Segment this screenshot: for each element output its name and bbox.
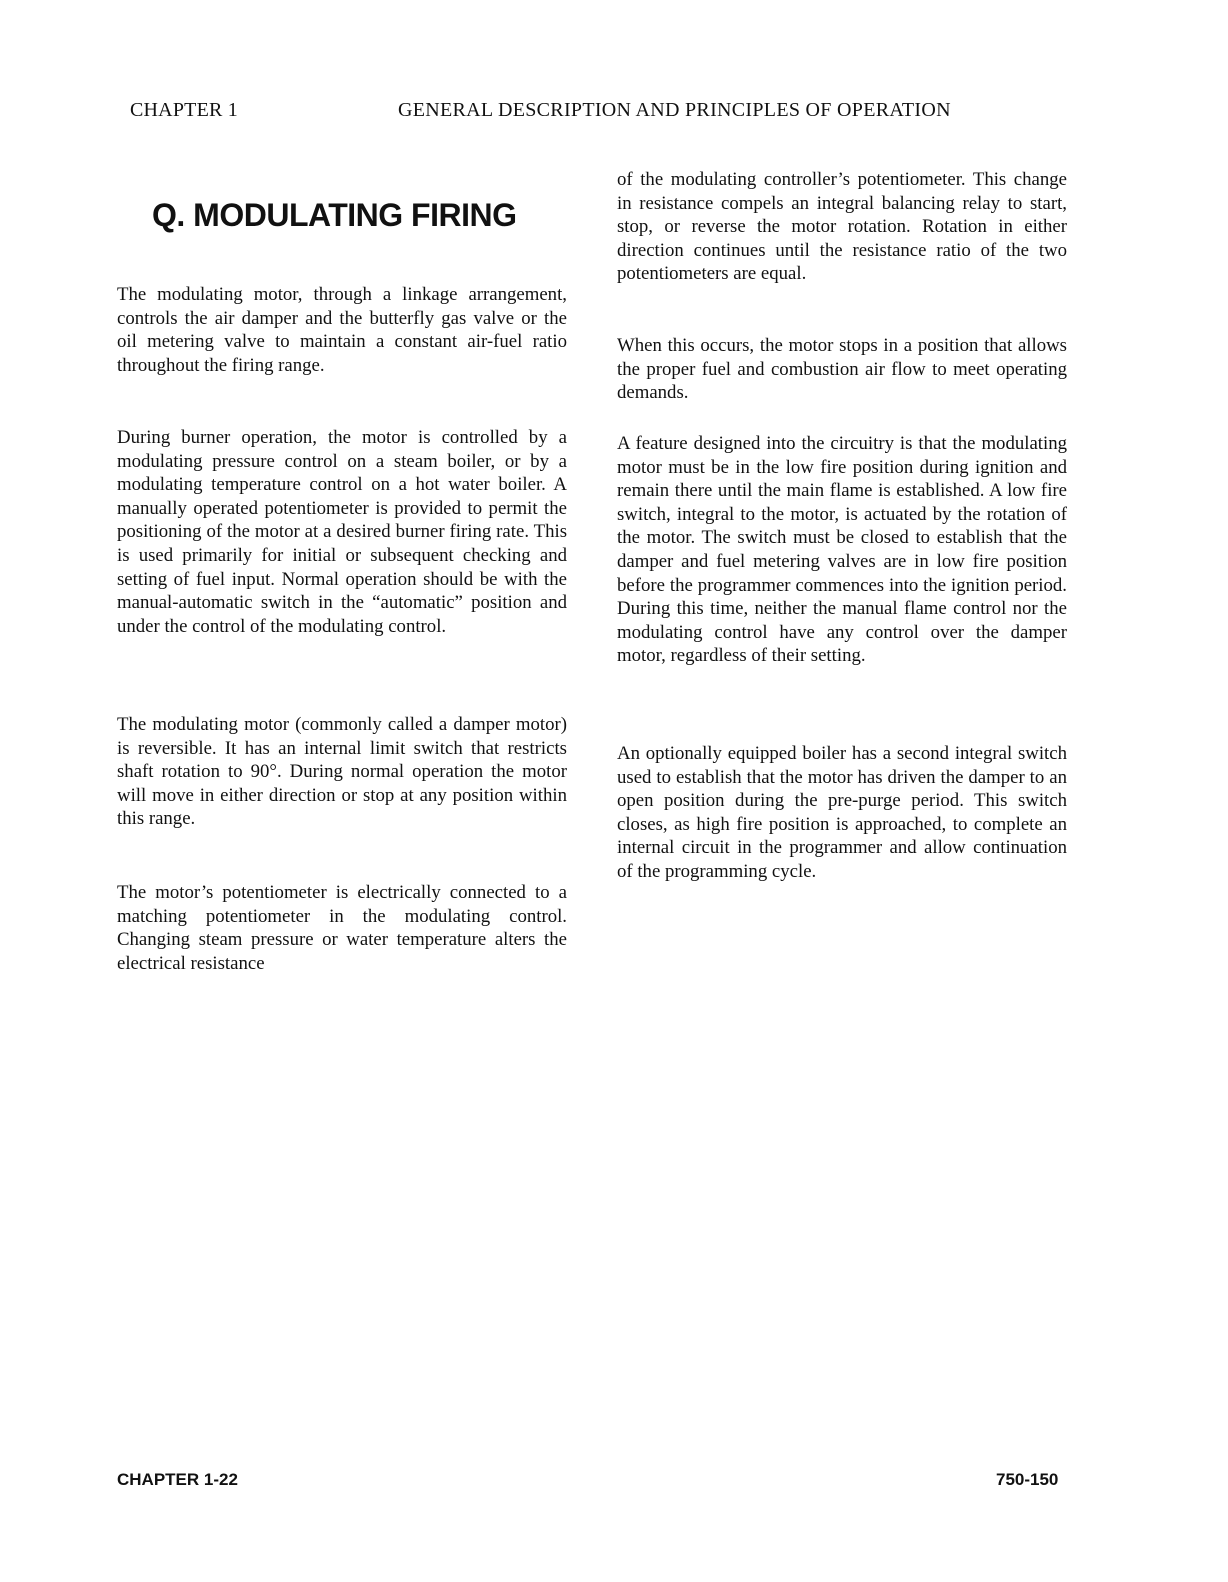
left-paragraph-4: The motor’s potentiometer is electrically connected to a matching potentiometer in the modulating control. Changing steam pressure or water temperature alters the electrical resistance (117, 882, 567, 974)
right-paragraph-1: of the modulating controller’s potentiometer. This change in resistance compels an integral balancing relay to start, stop, or reverse the motor rotation. Rotation in either direction continues until the resistance ratio of the two potentiometers are equal. (617, 169, 1067, 285)
footer-document-number: 750-150 (996, 1470, 1059, 1489)
right-paragraph-4: An optionally equipped boiler has a second integral switch used to establish that the motor has driven the damper to an open position during the pre-purge period. This switch closes, as high fire position is approached, to complete an internal circuit in the programmer and allow continuation of the programming cycle. (617, 743, 1067, 882)
header-chapter: CHAPTER 1 (130, 99, 238, 121)
section-title: Q. MODULATING FIRING (152, 197, 517, 233)
right-paragraph-3: A feature designed into the circuitry is that the modulating motor must be in the low fire position during ignition and remain there until the main flame is established. A low fire switch, integral to the motor, is actuated by the rotation of the motor. The switch must be closed to establish that the damper and fuel metering valves are in low fire position before the programmer commences into the ignition period. During this time, neither the manual flame control nor the modulating control have any control over the damper motor, regardless of their setting. (617, 433, 1067, 667)
left-paragraph-2: During burner operation, the motor is controlled by a modulating pressure control on a steam boiler, or by a modulating temperature control on a hot water boiler. A manually operated potentiometer is provided to permit the positioning of the motor at a desired burner firing rate. This is used primarily for initial or subsequent checking and setting of fuel input. Normal operation should be with the manual-automatic switch in the “automatic” position and under the control of the modulating control. (117, 427, 567, 637)
footer-page-number: CHAPTER 1-22 (117, 1470, 238, 1489)
right-paragraph-2: When this occurs, the motor stops in a position that allows the proper fuel and combustion air flow to meet operating demands. (617, 335, 1067, 404)
header-title: GENERAL DESCRIPTION AND PRINCIPLES OF OPERATION (398, 99, 951, 121)
left-paragraph-3: The modulating motor (commonly called a damper motor) is reversible. It has an internal limit switch that restricts shaft rotation to 90°. During normal operation the motor will move in either direction or stop at any position within this range. (117, 714, 567, 830)
left-paragraph-1: The modulating motor, through a linkage arrangement, controls the air damper and the butterfly gas valve or the oil metering valve to maintain a constant air-fuel ratio throughout the firing range. (117, 284, 567, 376)
